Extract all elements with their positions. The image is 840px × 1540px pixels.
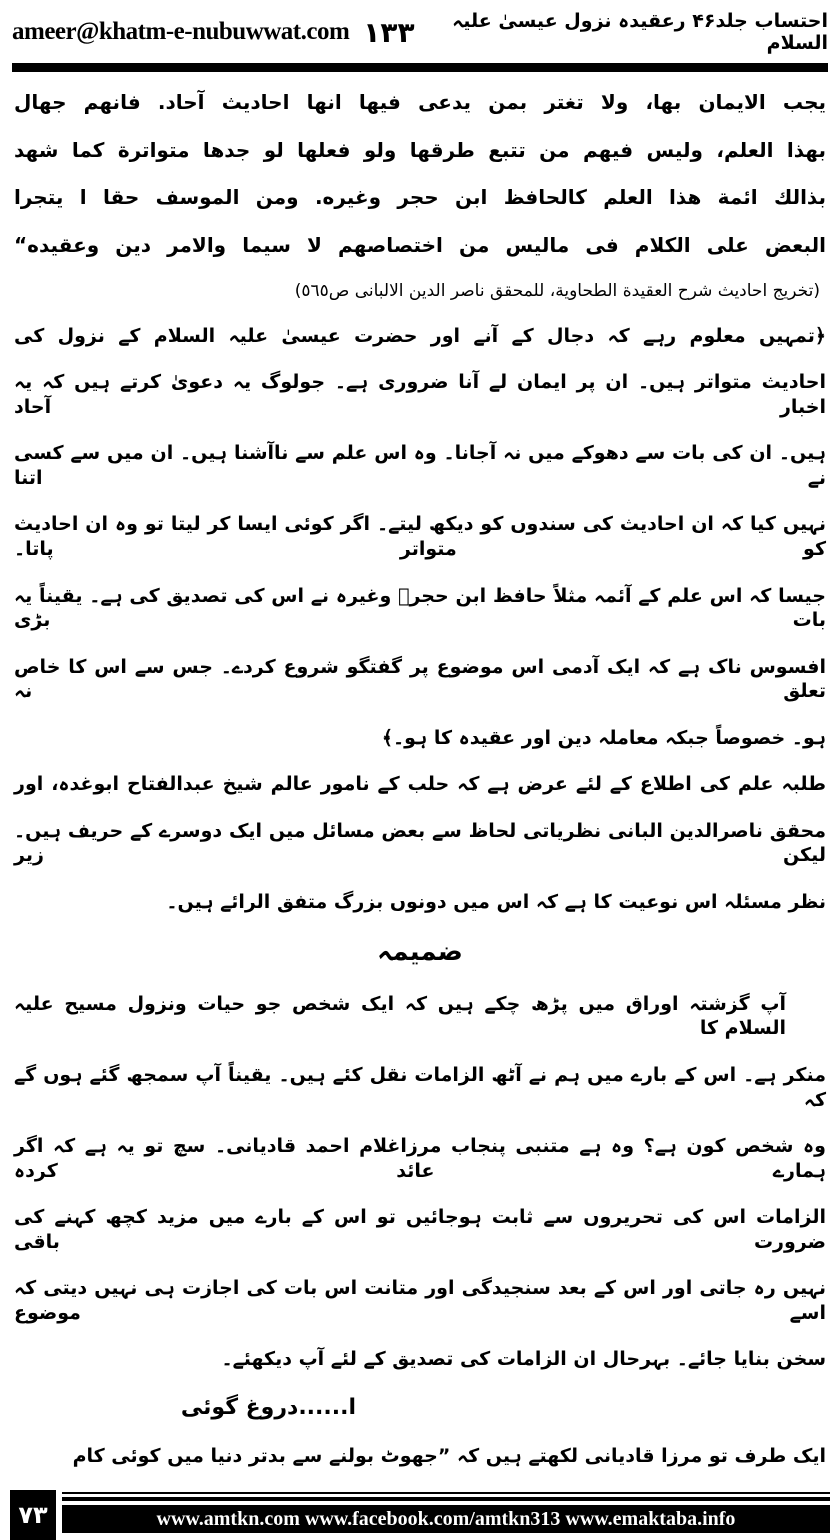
text-line: نہیں رہ جاتی اور اس کے بعد سنجیدگی اور متانت اس بات کی اجازت ہی نہیں دیتی کہ اسے موضوع xyxy=(14,1277,826,1324)
text-line: الزامات اس کی تحریروں سے ثابت ہوجائیں تو اس کے بارے میں مزید کچھ کہنے کی ضرورت باقی xyxy=(14,1206,826,1253)
subheading: ا......دروغ گوئی xyxy=(180,1394,356,1420)
header-rule xyxy=(12,63,828,72)
text-line: محقق ناصرالدین البانی نظریاتی لحاظ سے بعض مسائل میں ایک دوسرے کے حریف ہیں۔ لیکن زیر xyxy=(14,819,826,867)
footer-links: www.amtkn.com www.facebook.com/amtkn313 www.emaktaba.info xyxy=(62,1505,830,1533)
header-title: احتساب جلد۴۶ رعقیدہ نزول عیسیٰ علیہ السلام xyxy=(452,10,828,54)
header-email: ameer@khatm-e-nubuwwat.com xyxy=(12,18,350,45)
citation: (تخريج احاديث شرح العقيدة الطحاوية، للمحقق ناصر الدين الالبانى ص٥٦٥) xyxy=(294,280,820,301)
section-heading: ضمیمہ xyxy=(377,937,463,968)
arabic-quote-line: البعض على الكلام فى ماليس من اختصاصهم لا سيما والامر دين وعقيده“ xyxy=(14,233,826,258)
text-line: آپ گزشتہ اوراق میں پڑھ چکے ہیں کہ ایک شخص جو حیات ونزول مسیح علیہ السلام کا xyxy=(14,992,786,1040)
text-line: نہیں کیا کہ ان احادیث کی سندوں کو دیکھ لیتے۔ اگر کوئی ایسا کر لیتا تو وہ ان احادیث کو متواتر پاتا۔ xyxy=(14,513,826,561)
text-line: ہیں۔ ان کی بات سے دھوکے میں نہ آجانا۔ وہ اس علم سے ناآشنا ہیں۔ ان میں سے کسی نے اتنا xyxy=(14,442,826,489)
page-header xyxy=(12,4,828,60)
text-line: ایک طرف تو مرزا قادیانی لکھتے ہیں کہ ”جھوٹ بولنے سے بدتر دنیا میں کوئی کام xyxy=(72,1445,826,1468)
text-line: طلبہ علم کی اطلاع کے لئے عرض ہے کہ حلب کے نامور عالم شیخ عبدالفتاح ابوغدہ، اور xyxy=(14,773,826,796)
header-page-number: ۱۳۳ xyxy=(363,15,415,49)
text-line: احادیث متواتر ہیں۔ ان پر ایمان لے آنا ضروری ہے۔ جولوگ یہ دعویٰ کرتے ہیں کہ یہ اخبار آحاد xyxy=(14,371,826,418)
arabic-quote-line: بهذا العلم، وليس فيهم من تتبع طرقها ولو فعلها لو جدها متواترة كما شهد xyxy=(14,137,826,162)
text-line: ہو۔ خصوصاً جبکہ معاملہ دین اور عقیدہ کا ہو۔﴾ xyxy=(381,726,826,749)
footer-rule xyxy=(62,1492,830,1494)
text-line: افسوس ناک ہے کہ ایک آدمی اس موضوع پر گفتگو شروع کردے۔ جس سے اس کا خاص تعلق نہ xyxy=(14,655,826,703)
text-line: ﴿تمہیں معلوم رہے کہ دجال کے آنے اور حضرت عیسیٰ علیہ السلام کے نزول کی xyxy=(14,324,826,347)
text-line: منکر ہے۔ اس کے بارے میں ہم نے آٹھ الزامات نقل کئے ہیں۔ یقیناً آپ سمجھ گئے ہوں گے کہ xyxy=(14,1063,826,1111)
footer-page-number: ۷۳ xyxy=(10,1490,56,1540)
text-line: جیسا کہ اس علم کے آئمہ مثلاً حافظ ابن حجرؒ وغیرہ نے اس کی تصدیق کی ہے۔ یقیناً یہ بات بڑی xyxy=(14,584,826,632)
text-line: وہ شخص کون ہے؟ وہ ہے متنبی پنجاب مرزاغلام احمد قادیانی۔ سچ تو یہ ہے کہ اگر ہمارے عائد کردہ xyxy=(14,1135,826,1182)
arabic-quote-line: بذالك ائمة هذا العلم كالحافظ ابن حجر وغيره. ومن الموسف حقا ا يتجرا xyxy=(14,185,826,210)
footer-rule xyxy=(62,1497,830,1501)
arabic-quote-line: يجب الايمان بها، ولا تغتر بمن يدعى فيها انها احاديث آحاد. فانهم جهال xyxy=(14,89,826,114)
page-body xyxy=(14,78,826,1480)
text-line: نظر مسئلہ اس نوعیت کا ہے کہ اس میں دونوں بزرگ متفق الرائے ہیں۔ xyxy=(166,890,826,913)
text-line: سخن بنایا جائے۔ بہرحال ان الزامات کی تصدیق کے لئے آپ دیکھئے۔ xyxy=(221,1348,826,1371)
